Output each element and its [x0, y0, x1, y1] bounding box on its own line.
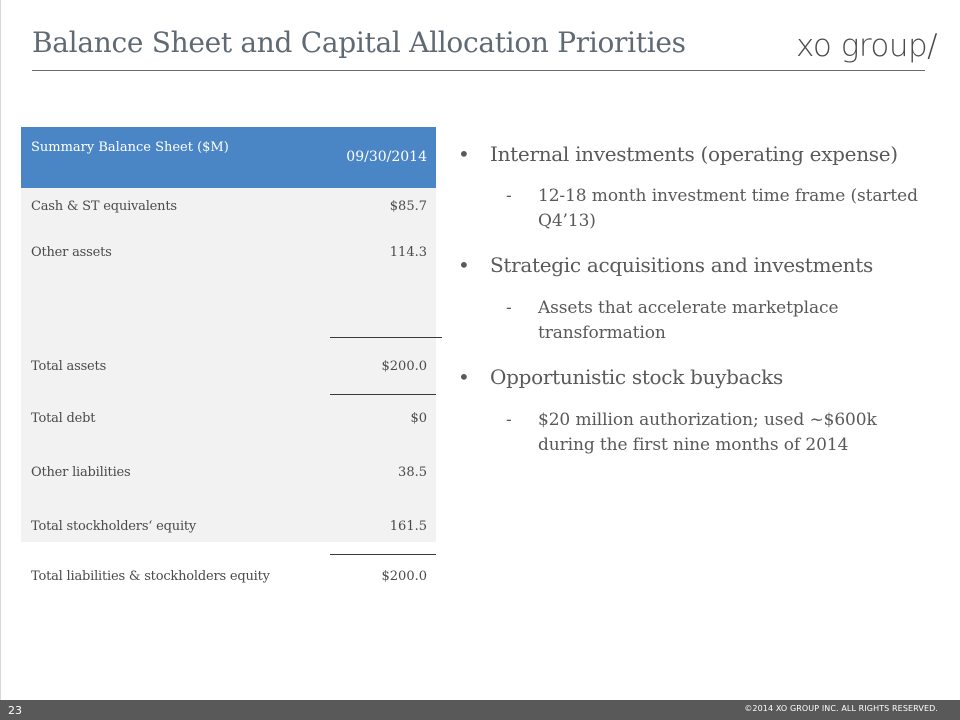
table-body [21, 188, 436, 584]
table-row [21, 569, 436, 589]
table-row [21, 411, 436, 431]
row-label: Total debt [31, 411, 96, 426]
total-rule [330, 554, 436, 555]
sub-bullet-text: $20 million authorization; used ~$600k during the first nine months of 2014 [538, 410, 877, 455]
copyright-notice: ©2014 XO GROUP INC. ALL RIGHTS RESERVED. [744, 704, 938, 713]
bullet-dot-icon: • [458, 253, 470, 277]
row-value: $200.0 [381, 359, 427, 374]
footer-bar [0, 700, 960, 720]
table-row [21, 359, 436, 379]
row-value: 114.3 [389, 245, 427, 260]
row-value: $200.0 [381, 569, 427, 584]
row-value: $85.7 [389, 199, 427, 214]
page-number: 23 [8, 704, 22, 717]
table-row [21, 465, 436, 485]
row-label: Other assets [31, 245, 112, 260]
row-value: 38.5 [398, 465, 427, 480]
bullet-text: Strategic acquisitions and investments [490, 253, 873, 277]
table-row [21, 245, 436, 265]
row-label: Total liabilities & stockholders equity [31, 569, 270, 584]
sub-bullet-text: Assets that accelerate marketplace transformation [538, 298, 839, 343]
row-label: Total stockholders‘ equity [31, 519, 197, 534]
title-divider [32, 70, 925, 71]
slide-border [0, 0, 1, 720]
row-value: 161.5 [389, 519, 427, 534]
dash-icon: - [506, 298, 512, 318]
bullet-text: Opportunistic stock buybacks [490, 365, 783, 389]
row-value: $0 [410, 411, 427, 426]
table-row [21, 199, 436, 219]
table-row [21, 519, 436, 539]
balance-sheet-table [21, 127, 436, 584]
total-rule [330, 394, 436, 395]
header-date: 09/30/2014 [346, 149, 427, 165]
subtotal-rule [330, 337, 442, 338]
row-label: Other liabilities [31, 465, 131, 480]
bullet-dot-icon: • [458, 142, 470, 166]
sub-bullet-text: 12-18 month investment time frame (started Q4’13) [538, 186, 918, 231]
xo-group-logo: xo group/ [796, 28, 938, 64]
dash-icon: - [506, 410, 512, 430]
row-label: Cash & ST equivalents [31, 199, 177, 214]
header-label: Summary Balance Sheet ($M) [31, 140, 229, 155]
table-header [21, 127, 436, 188]
row-label: Total assets [31, 359, 107, 374]
bullet-text: Internal investments (operating expense) [490, 142, 898, 166]
bullet-dot-icon: • [458, 365, 470, 389]
slide-title: Balance Sheet and Capital Allocation Priorities [32, 26, 686, 59]
dash-icon: - [506, 186, 512, 206]
